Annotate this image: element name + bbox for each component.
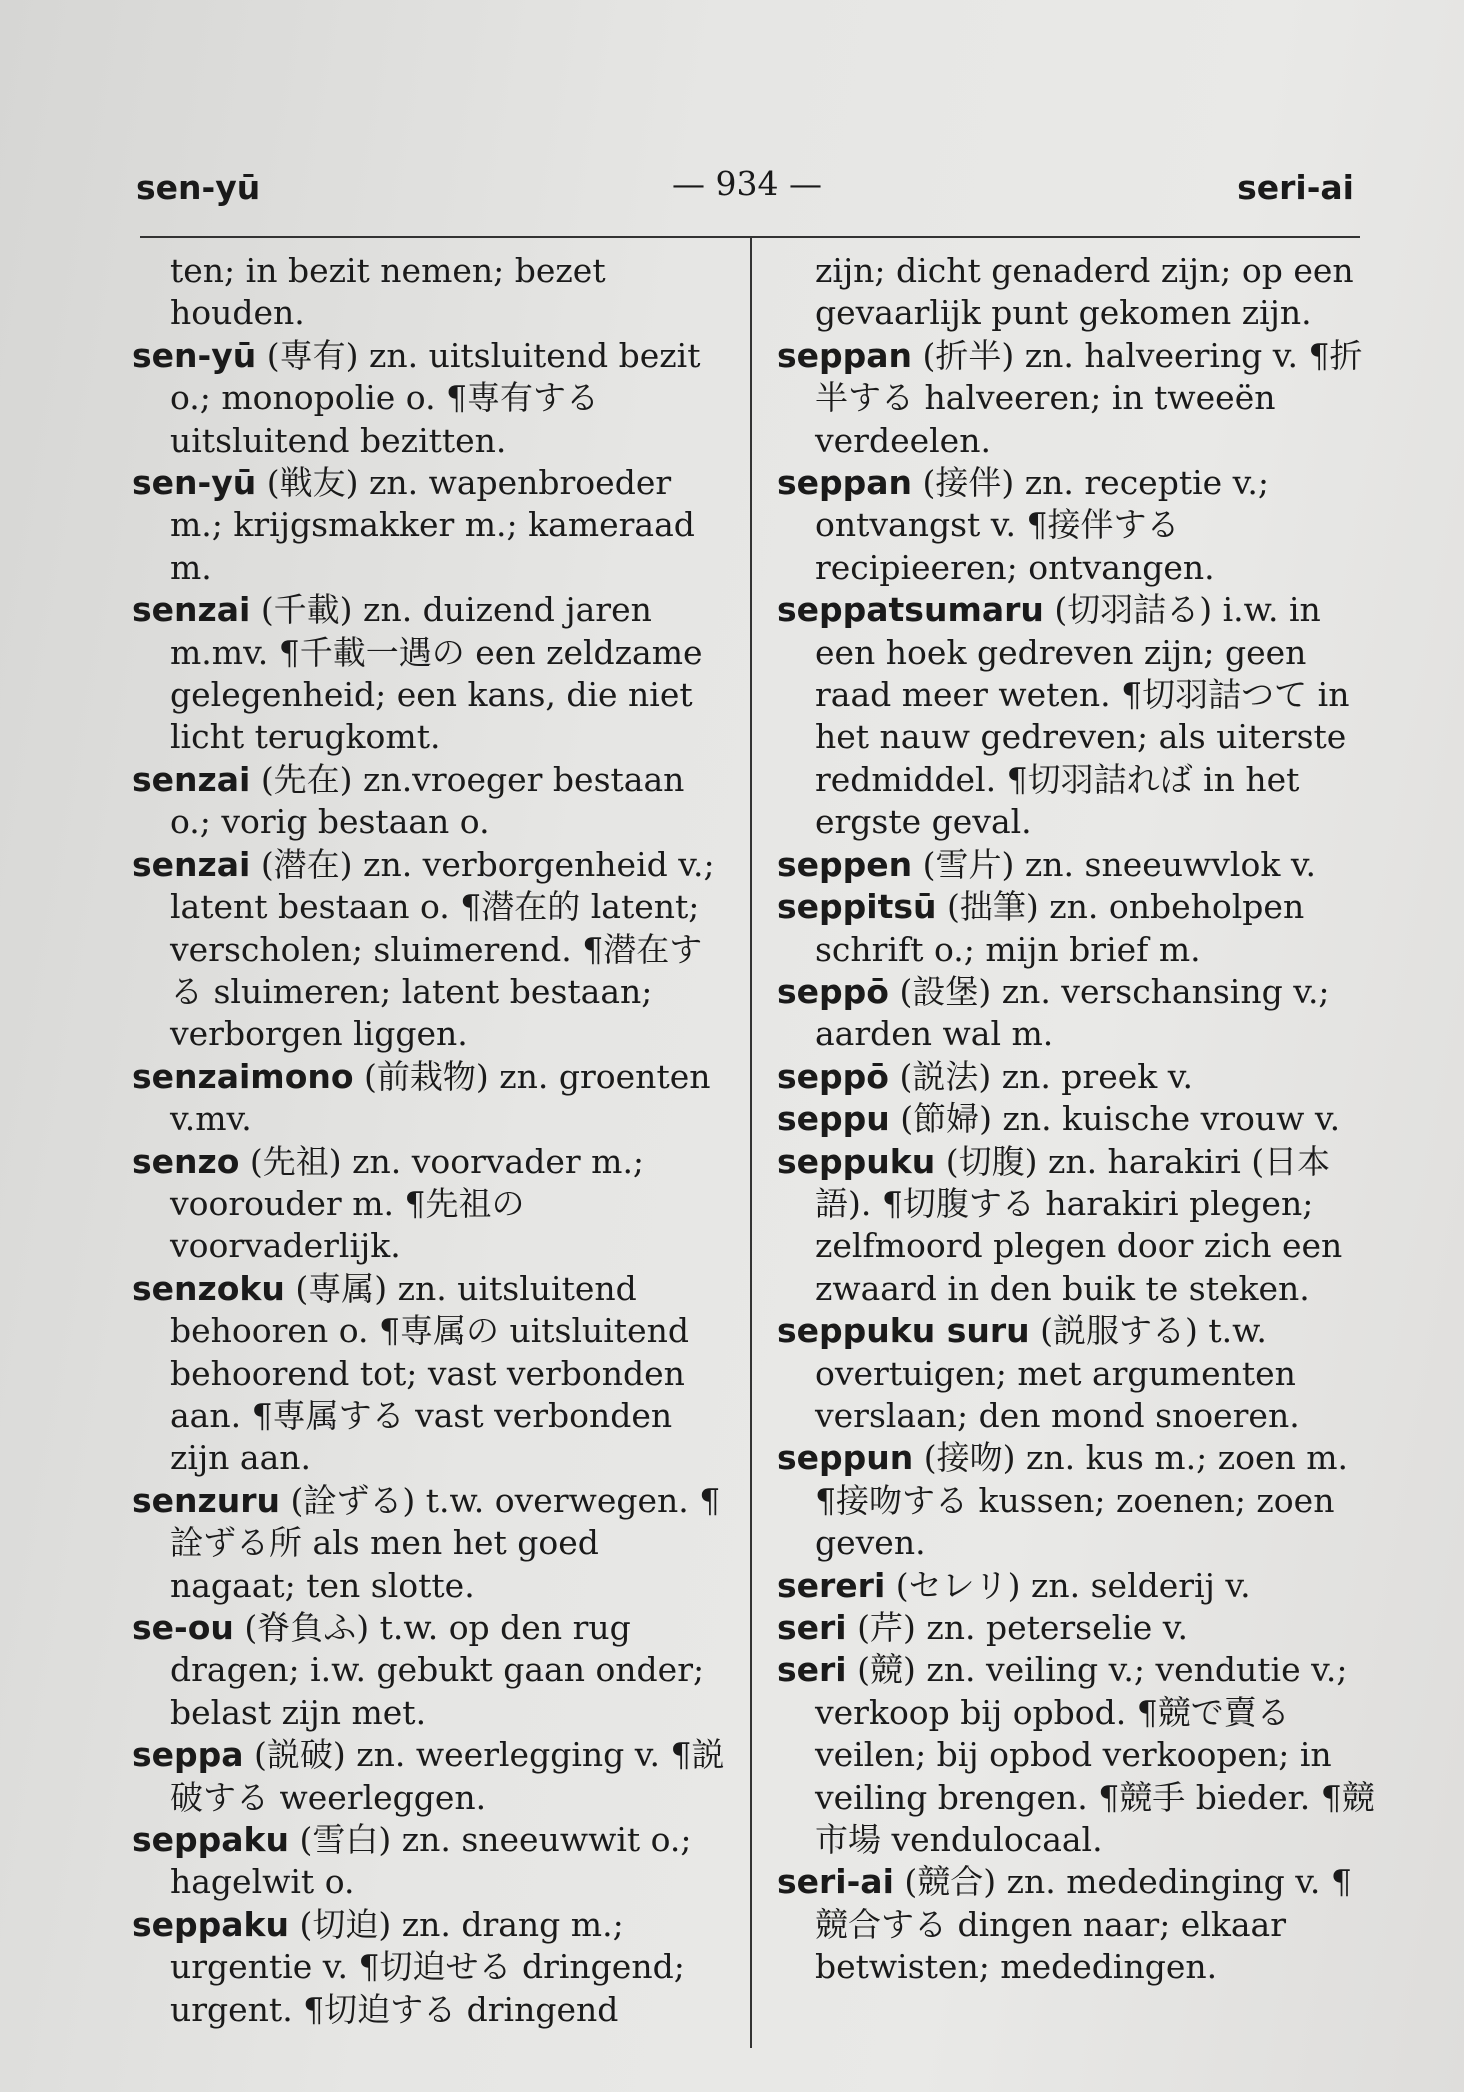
- headword: senzuru: [132, 1480, 280, 1520]
- headword: senzoku: [132, 1268, 285, 1308]
- entry-definition: (競合) zn. mededinging v. ¶競合する dingen naar; elkaar betwisten; mededingen.: [815, 1862, 1352, 1987]
- entry-definition: (拙筆) zn. onbeholpen schrift o.; mijn brief m.: [815, 887, 1305, 969]
- dictionary-entry: [132, 1819, 732, 1904]
- headword: senzo: [132, 1141, 240, 1181]
- page-number: — 934 —: [672, 164, 822, 203]
- dictionary-entry: [132, 1480, 732, 1607]
- headword: sen-yū: [132, 463, 257, 503]
- entry-definition: (競) zn. veiling v.; vendutie v.; verkoop bij opbod. ¶競で賣る veilen; bij opbod verkoopen; in veiling brengen. ¶競手 bieder. ¶競市場 vendulocaal.: [815, 1650, 1375, 1860]
- headword: seppan: [777, 335, 913, 375]
- entry-definition: (先在) zn.vroeger bestaan o.; vorig bestaan o.: [170, 759, 685, 842]
- dictionary-entry: [132, 1141, 732, 1268]
- dictionary-entry: [132, 335, 732, 462]
- headword: seppaku: [132, 1904, 289, 1944]
- entry-definition: (雪白) zn. sneeuwwit o.; hagelwit o.: [170, 1820, 692, 1902]
- entry-definition: (芹) zn. peterselie v.: [857, 1608, 1188, 1647]
- entry-definition: (雪片) zn. sneeuwvlok v.: [922, 844, 1317, 884]
- dictionary-entry: [777, 1310, 1377, 1437]
- headword: seri: [777, 1608, 847, 1647]
- entry-definition: (説破) zn. weerlegging v. ¶説破する weerleggen.: [170, 1735, 725, 1817]
- entry-continuation: ten; in bezit nemen; bezet houden.: [170, 251, 606, 333]
- entry-definition: (接吻) zn. kus m.; zoen m. ¶接吻する kussen; zoenen; zoen geven.: [815, 1438, 1348, 1563]
- dictionary-entry: [777, 1861, 1377, 1988]
- entry-definition: (先祖) zn. voorvader m.; voorouder m. ¶先祖の voorvaderlijk.: [170, 1141, 645, 1266]
- dictionary-entry: [132, 1268, 732, 1480]
- entry-definition: (切腹) zn. harakiri (日本語). ¶切腹する harakiri plegen; zelfmoord plegen door zich een zwaard in den buik te steken.: [815, 1141, 1343, 1308]
- entry-definition: (専属) zn. uitsluitend behooren o. ¶専属の uitsluitend behoorend tot; vast verbonden aan. ¶専属する vast verbonden zijn aan.: [170, 1268, 689, 1478]
- dictionary-entry: [132, 1607, 732, 1734]
- dictionary-entry: [777, 335, 1377, 462]
- page-header: [0, 160, 1464, 220]
- entry-definition: (節婦) zn. kuische vrouw v.: [900, 1099, 1341, 1139]
- dictionary-entry: [132, 759, 732, 844]
- dictionary-entry: [777, 462, 1377, 589]
- dictionary-entry: [777, 1098, 1377, 1140]
- headword: seppaku: [132, 1820, 289, 1860]
- headword: seppatsumaru: [777, 590, 1044, 630]
- entry-definition: (接伴) zn. receptie v.; ontvangst v. ¶接伴する recipieeren; ontvangen.: [815, 463, 1269, 587]
- dictionary-entry: [132, 844, 732, 1056]
- headword: senzai: [132, 844, 251, 884]
- dictionary-entry: [777, 1649, 1377, 1861]
- dictionary-entry: [777, 971, 1377, 1056]
- headword: seri-ai: [777, 1862, 894, 1902]
- entry-definition: (前栽物) zn. groenten v.mv.: [170, 1056, 711, 1139]
- headword: seppitsū: [777, 887, 937, 927]
- entry-definition: (設堡) zn. verschansing v.; aarden wal m.: [815, 971, 1330, 1054]
- headword: se-ou: [132, 1608, 234, 1647]
- headword: seppu: [777, 1099, 890, 1139]
- right-column: [777, 250, 1377, 1989]
- entry-definition: (潜在) zn. verborgenheid v.; latent bestaan o. ¶潜在的 latent; verscholen; sluimerend. ¶潜在する sluimeren; latent bestaan; verborgen liggen.: [170, 844, 715, 1054]
- entry-definition: (折半) zn. halveering v. ¶折半する halveeren; in tweeën verdeelen.: [815, 335, 1363, 460]
- dictionary-entry: [132, 1734, 732, 1819]
- dictionary-entry: [132, 589, 732, 759]
- dictionary-entry: [777, 1056, 1377, 1098]
- dictionary-entry: [132, 1904, 732, 2031]
- dictionary-entry: [777, 886, 1377, 971]
- headword: senzai: [132, 590, 251, 630]
- dictionary-entry: [777, 1607, 1377, 1649]
- entry-definition: (説服する) t.w. overtuigen; met argumenten verslaan; den mond snoeren.: [815, 1311, 1300, 1435]
- dictionary-entry: [777, 844, 1377, 886]
- headword: seppuku: [777, 1141, 936, 1181]
- left-guide-word: sen-yū: [136, 168, 261, 207]
- headword: seppuku suru: [777, 1311, 1030, 1351]
- dictionary-entry: [777, 589, 1377, 843]
- entry-definition: (専有) zn. uitsluitend bezit o.; monopolie o. ¶専有する uitsluitend bezitten.: [170, 335, 701, 460]
- right-guide-word: seri-ai: [1237, 168, 1354, 207]
- dictionary-entry: [132, 1056, 732, 1141]
- headword: sereri: [777, 1565, 886, 1605]
- headword: seppa: [132, 1735, 244, 1775]
- dictionary-entry: [777, 1141, 1377, 1311]
- headword: seppun: [777, 1438, 914, 1478]
- headword: senzaimono: [132, 1056, 354, 1096]
- dictionary-entry: [777, 1437, 1377, 1564]
- headword: seri: [777, 1650, 847, 1690]
- entry-definition: (詮ずる) t.w. overwegen. ¶詮ずる所 als men het goed nagaat; ten slotte.: [170, 1480, 721, 1605]
- entry-definition: (切迫) zn. drang m.; urgentie v. ¶切迫せる dringend; urgent. ¶切迫する dringend: [170, 1904, 685, 2029]
- left-column: [132, 250, 732, 2031]
- headword: seppan: [777, 463, 913, 503]
- entry-definition: (セレリ) zn. selderij v.: [895, 1565, 1251, 1605]
- entry-definition: (千載) zn. duizend jaren m.mv. ¶千載一遇の een zeldzame gelegenheid; een kans, die niet licht terugkomt.: [170, 590, 703, 757]
- dictionary-entry: [777, 1565, 1377, 1607]
- entry-definition: (戦友) zn. wapenbroeder m.; krijgsmakker m.; kameraad m.: [170, 463, 695, 587]
- dictionary-entry: [132, 462, 732, 589]
- headword: seppō: [777, 1056, 889, 1096]
- headword: seppen: [777, 844, 913, 884]
- headword: senzai: [132, 759, 251, 799]
- headword: sen-yū: [132, 335, 257, 375]
- column-divider: [750, 238, 752, 2048]
- entry-definition: (説法) zn. preek v.: [899, 1056, 1193, 1096]
- entry-continuation: zijn; dicht genaderd zijn; op een gevaarlijk punt gekomen zijn.: [815, 251, 1354, 333]
- entry-definition: (脊負ふ) t.w. op den rug dragen; i.w. gebukt gaan onder; belast zijn met.: [170, 1608, 705, 1732]
- headword: seppō: [777, 971, 889, 1011]
- entry-definition: (切羽詰る) i.w. in een hoek gedreven zijn; geen raad meer weten. ¶切羽詰つて in het nauw gedreven; als uiterste redmiddel. ¶切羽詰れば in het ergste geval.: [815, 590, 1350, 842]
